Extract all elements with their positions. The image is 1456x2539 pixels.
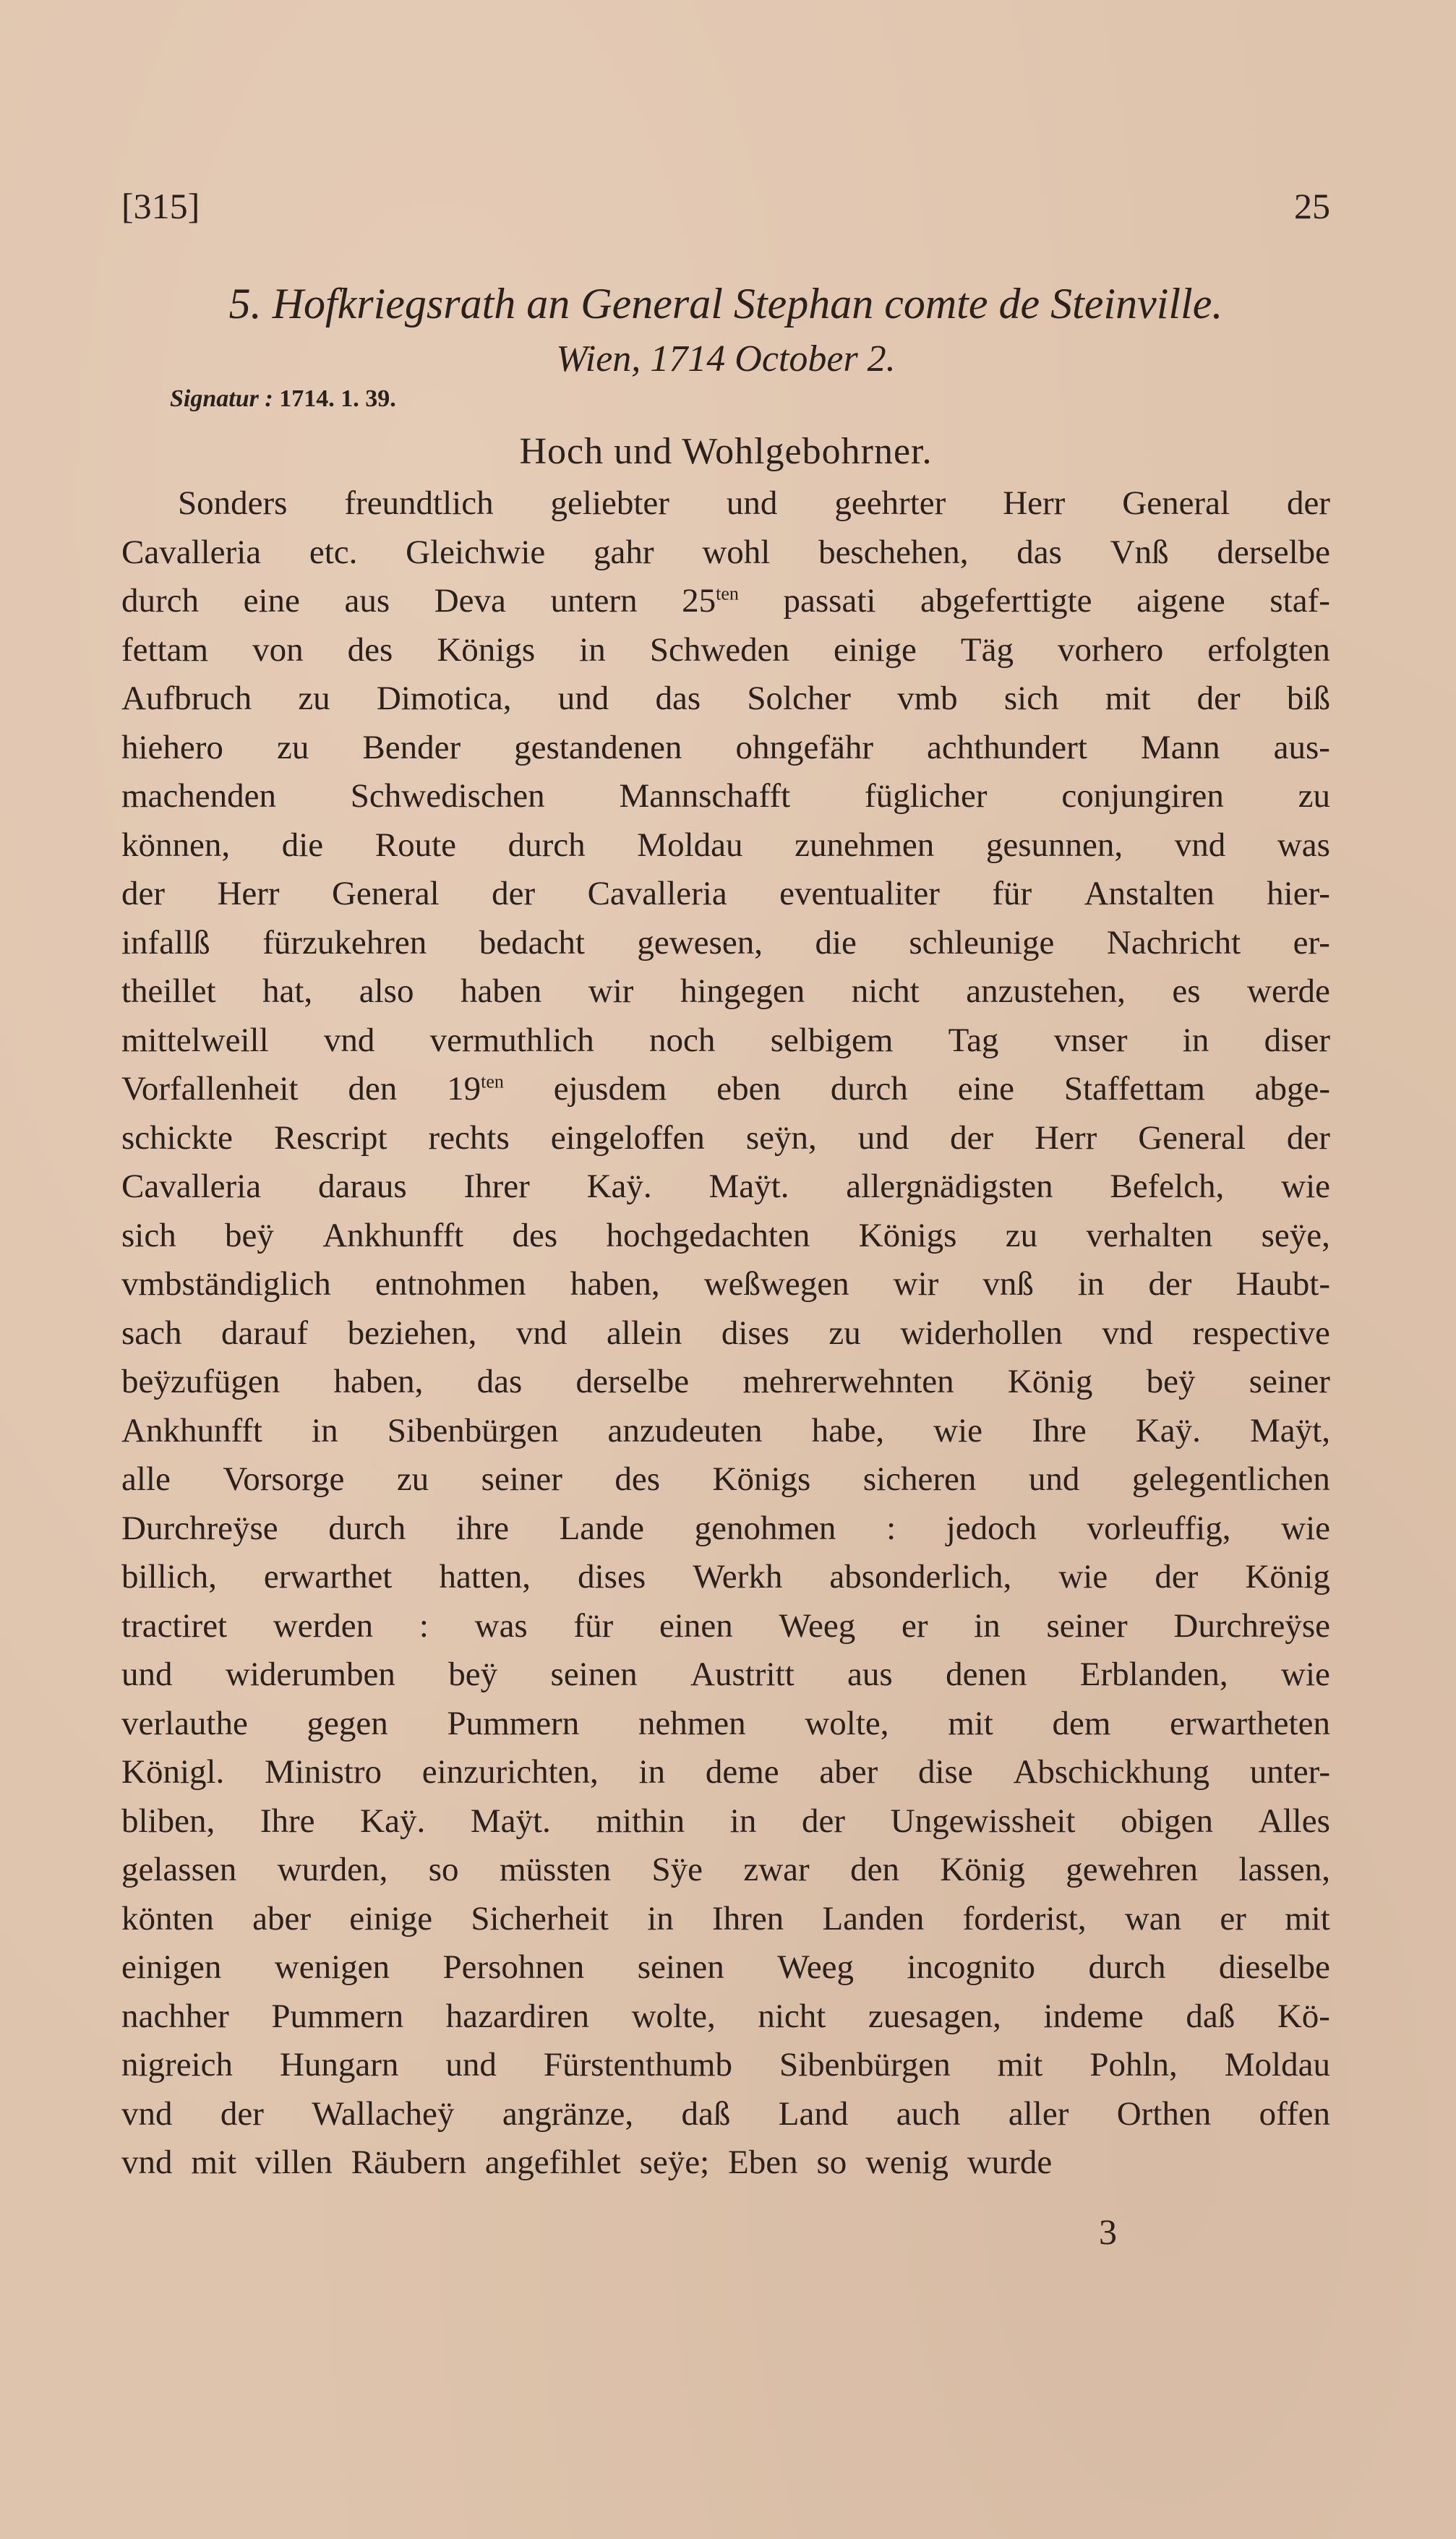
letter-body (121, 479, 1330, 2188)
body-line: Vorfallenheit den $19^{ten}$ ejusdem eben durch eine Staffettam abge- (121, 1070, 1330, 1108)
body-line: durch eine aus Deva untern $25^{ten}$ passati abgeferttigte aigene staf- (121, 582, 1330, 620)
place-date: Wien, 1714 October 2. (556, 338, 896, 380)
body-line: nigreich Hungarn und Fürstenthumb Sibenbürgen mit Pohln, Moldau (121, 2046, 1330, 2084)
body-line: bliben, Ihre Kaÿ. Maÿt. mithin in der Ungewissheit obigen Alles (121, 1802, 1330, 1840)
signatur-value: 1714. 1. 39. (279, 385, 396, 412)
body-line: gelassen wurden, so müssten Sÿe zwar den König gewehren lassen, (121, 1851, 1330, 1888)
salutation: Hoch und Wohlgebohrner. (519, 431, 933, 472)
body-line: sach darauf beziehen, vnd allein dises zu widerhollen vnd respective (121, 1314, 1330, 1352)
signatur-label: Signatur : (170, 385, 273, 412)
body-line: Durchreÿse durch ihre Lande genohmen : jedoch vorleuffig, wie (121, 1509, 1330, 1547)
body-line: sich beÿ Ankhunfft des hochgedachten Königs zu verhalten seÿe, (121, 1216, 1330, 1254)
body-line: nachher Pummern hazardiren wolte, nicht zuesagen, indeme daß Kö- (121, 1997, 1330, 2035)
signature-mark: 3 (1099, 2212, 1117, 2252)
body-line: Sonders freundtlich geliebter und geehrter Herr General der (178, 484, 1330, 522)
body-line: hiehero zu Bender gestandenen ohngefähr achthundert Mann aus- (121, 728, 1330, 766)
body-line: Königl. Ministro einzurichten, in deme aber dise Abschickhung unter- (121, 1753, 1330, 1791)
body-line: beÿzufügen haben, das derselbe mehrerwehnten König beÿ seiner (121, 1363, 1330, 1400)
page-number: 25 (1294, 186, 1330, 226)
body-line: und widerumben beÿ seinen Austritt aus denen Erblanden, wie (121, 1656, 1330, 1693)
body-line: vnd der Wallacheÿ angränze, daß Land auch aller Orthen offen (121, 2094, 1330, 2133)
body-line: Ankhunfft in Sibenbürgen anzudeuten habe, wie Ihre Kaÿ. Maÿt, (121, 1411, 1330, 1450)
body-line: billich, erwarthet hatten, dises Werkh absonderlich, wie der König (121, 1558, 1330, 1596)
page-header (121, 185, 1330, 236)
body-line: vnd mit villen Räubern angefihlet seÿe; Eben so wenig wurde (121, 2144, 1053, 2181)
body-line: theillet hat, also haben wir hingegen nicht anzustehen, es werde (121, 972, 1330, 1010)
body-line: könten aber einige Sicherheit in Ihren Landen forderist, wan er mit (121, 1899, 1330, 1938)
page-reference: [315] (121, 186, 200, 226)
body-line: infallß fürzukehren bedacht gewesen, die schleunige Nachricht er- (121, 923, 1330, 962)
body-line: tractiret werden : was für einen Weeg er in seiner Durchreÿse (121, 1606, 1330, 1645)
body-line: Cavalleria daraus Ihrer Kaÿ. Maÿt. allergnädigsten Befelch, wie (121, 1168, 1330, 1205)
document-title: 5. Hofkriegsrath an General Stephan comte de Steinville. (228, 280, 1223, 327)
body-line: der Herr General der Cavalleria eventualiter für Anstalten hier- (121, 875, 1330, 912)
body-line: Aufbruch zu Dimotica, und das Solcher vmb sich mit der biß (121, 680, 1330, 717)
body-line: schickte Rescript rechts eingeloffen seÿn, und der Herr General der (121, 1118, 1330, 1157)
body-line: machenden Schwedischen Mannschafft füglicher conjungiren zu (121, 777, 1330, 815)
body-line: einigen wenigen Persohnen seinen Weeg incognito durch dieselbe (121, 1948, 1330, 1986)
body-line: mittelweill vnd vermuthlich noch selbigem Tag vnser in diser (121, 1021, 1330, 1059)
body-line: fettam von des Königs in Schweden einige Täg vorhero erfolgten (121, 630, 1330, 669)
body-line: können, die Route durch Moldau zunehmen gesunnen, vnd was (121, 826, 1330, 864)
body-line: verlauthe gegen Pummern nehmen wolte, mit dem erwartheten (121, 1704, 1330, 1742)
body-line: Cavalleria etc. Gleichwie gahr wohl beschehen, das Vnß derselbe (121, 533, 1330, 571)
body-line: alle Vorsorge zu seiner des Königs sicheren und gelegentlichen (121, 1460, 1330, 1498)
body-line: vmbständiglich entnohmen haben, weßwegen wir vnß in der Haubt- (121, 1265, 1330, 1303)
signatur (170, 381, 396, 417)
